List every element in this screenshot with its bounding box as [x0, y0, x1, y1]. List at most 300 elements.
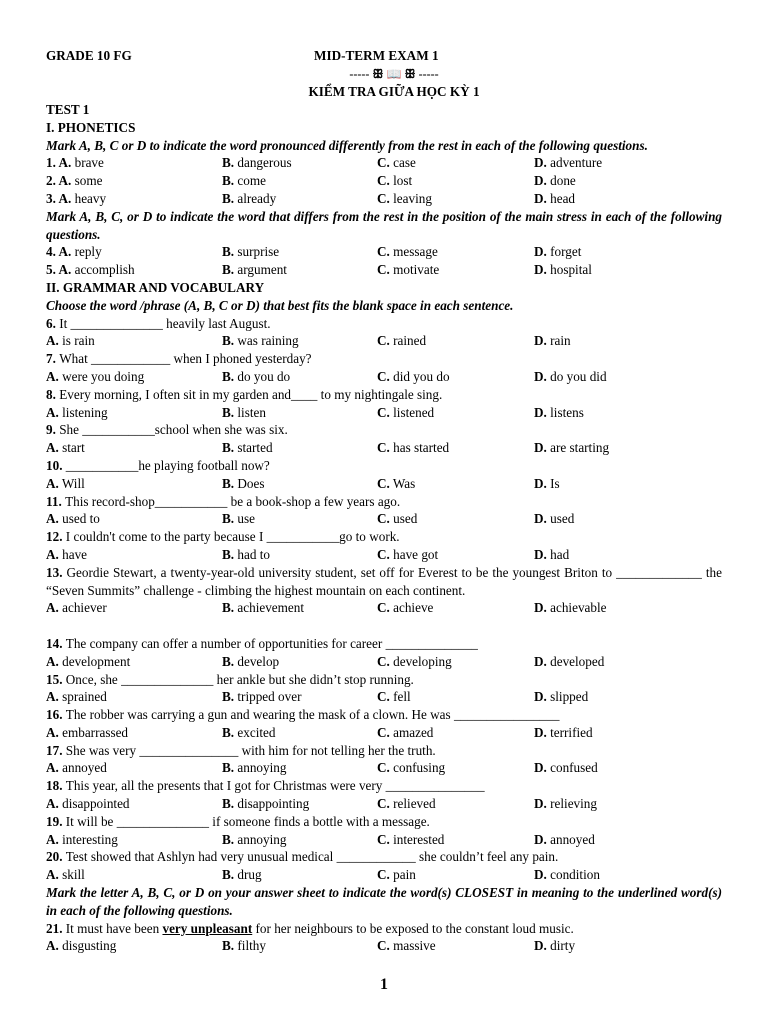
option-text: tripped over — [234, 689, 302, 705]
option-letter: A. — [46, 404, 59, 420]
option-a — [46, 510, 100, 528]
option-letter: B. — [222, 653, 235, 669]
option-d — [534, 404, 584, 422]
option-d — [534, 332, 571, 350]
option-text: listening — [58, 404, 108, 420]
questions-closest — [46, 920, 722, 956]
question-stem — [46, 706, 722, 724]
question-stem — [46, 742, 722, 760]
option-letter: C. — [377, 867, 390, 883]
option-a — [46, 261, 135, 279]
options-row — [46, 546, 722, 564]
option-letter: D. — [534, 368, 547, 384]
option-letter: B. — [222, 831, 235, 847]
option-a — [46, 688, 107, 706]
option-letter: A. — [46, 724, 59, 740]
option-text: developed — [546, 653, 605, 669]
option-d — [534, 937, 575, 955]
option-d — [534, 172, 576, 190]
option-b — [222, 653, 279, 671]
option-letter: B. — [222, 475, 235, 491]
question-number: 8. — [46, 386, 60, 402]
option-letter: A. — [46, 475, 59, 491]
option-text: brave — [71, 155, 104, 171]
options-row — [46, 154, 722, 172]
option-a — [46, 154, 104, 172]
option-text: listened — [389, 404, 435, 420]
option-letter: D. — [534, 724, 547, 740]
option-letter: B. — [222, 724, 235, 740]
option-text: was raining — [234, 333, 299, 349]
option-letter: A. — [46, 546, 59, 562]
option-letter: A. — [46, 760, 59, 776]
option-letter: B. — [222, 938, 235, 954]
option-text: dangerous — [234, 155, 292, 171]
option-a — [46, 404, 108, 422]
option-letter: A. — [58, 262, 72, 278]
option-d — [534, 154, 602, 172]
option-b — [222, 724, 275, 742]
option-letter: D. — [534, 511, 547, 527]
option-letter: B. — [222, 600, 235, 616]
option-letter: B. — [222, 368, 235, 384]
option-a — [46, 439, 85, 457]
option-b — [222, 510, 255, 528]
stem-text: This record-shop___________ be a book-shop a few years ago. — [65, 493, 401, 509]
question-stem — [46, 421, 722, 439]
option-b — [222, 937, 266, 955]
question-stem — [46, 493, 722, 511]
stem-text: Geordie Stewart, a twenty-year-old university student, set off for Everest to be the youngest Briton to _____________ the “Seven Summits” challenge - climbing the highest mountain on each continent. — [46, 564, 723, 598]
option-text: develop — [234, 653, 280, 669]
option-d — [534, 831, 595, 849]
option-letter: D. — [534, 440, 547, 456]
stem-text: She was very _______________ with him for not telling her the truth. — [65, 742, 436, 758]
option-a — [46, 546, 87, 564]
option-text: slipped — [546, 689, 589, 705]
option-c — [377, 724, 433, 742]
option-text: pain — [389, 867, 416, 883]
option-text: skill — [58, 867, 85, 883]
option-letter: B. — [222, 440, 235, 456]
option-text: disappointing — [234, 796, 310, 812]
options-row — [46, 599, 722, 617]
option-c — [377, 795, 436, 813]
option-letter: A. — [58, 155, 72, 171]
option-d — [534, 688, 588, 706]
option-text: relieving — [546, 796, 597, 812]
option-b — [222, 243, 279, 261]
option-c — [377, 243, 438, 261]
option-letter: D. — [534, 404, 547, 420]
option-text: listens — [546, 404, 584, 420]
option-c — [377, 546, 438, 564]
option-a — [46, 759, 107, 777]
option-text: Is — [546, 475, 560, 491]
option-text: achievable — [546, 600, 607, 616]
instruction-pronunciation: Mark A, B, C or D to indicate the word pronounced differently from the rest in each of the following questions. — [46, 137, 648, 153]
option-text: filthy — [234, 938, 266, 954]
option-letter: D. — [534, 155, 547, 171]
options-row — [46, 475, 722, 493]
option-c — [377, 831, 444, 849]
option-text: annoying — [234, 760, 287, 776]
stem-text: It ______________ heavily last August. — [59, 315, 271, 331]
question-stem — [46, 350, 722, 368]
option-text: had to — [234, 546, 270, 562]
option-text: reply — [71, 244, 102, 260]
option-d — [534, 190, 575, 208]
option-d — [534, 759, 598, 777]
option-a — [46, 831, 118, 849]
options-row — [46, 653, 722, 671]
option-letter: B. — [222, 689, 235, 705]
option-letter: B. — [222, 262, 235, 278]
option-letter: D. — [534, 190, 547, 206]
option-b — [222, 172, 266, 190]
option-a — [46, 795, 130, 813]
option-d — [534, 510, 574, 528]
option-letter: C. — [377, 831, 390, 847]
question-stem — [46, 920, 722, 938]
option-c — [377, 404, 434, 422]
question-number: 6. — [46, 315, 60, 331]
option-d — [534, 866, 600, 884]
options-row — [46, 937, 722, 955]
option-text: Will — [58, 475, 85, 491]
option-letter: B. — [222, 796, 235, 812]
stem-text: ___________he playing football now? — [65, 457, 270, 473]
option-b — [222, 599, 304, 617]
option-d — [534, 653, 604, 671]
option-text: hospital — [546, 262, 592, 278]
option-text: have — [58, 546, 88, 562]
option-d — [534, 795, 597, 813]
option-c — [377, 172, 412, 190]
option-letter: B. — [222, 155, 235, 171]
question-number: 7. — [46, 351, 60, 367]
option-text: have got — [389, 546, 439, 562]
option-letter: D. — [534, 546, 547, 562]
option-letter: A. — [58, 244, 72, 260]
option-letter: C. — [377, 796, 390, 812]
option-b — [222, 332, 299, 350]
option-text: annoying — [234, 831, 287, 847]
options-row — [46, 866, 722, 884]
section-phonetics: I. PHONETICS — [46, 119, 136, 135]
instruction-closest: Mark the letter A, B, C, or D on your answer sheet to indicate the word(s) CLOSEST in meaning to the underlined word(s) in each of the following questions. — [46, 885, 722, 918]
option-letter: D. — [534, 689, 547, 705]
option-letter: C. — [377, 404, 390, 420]
option-c — [377, 759, 445, 777]
option-text: already — [234, 190, 277, 206]
option-c — [377, 866, 416, 884]
stem-text: for her neighbours to be exposed to the constant loud music. — [252, 920, 574, 936]
option-text: amazed — [389, 724, 434, 740]
question-number: 18. — [46, 778, 66, 794]
spacer — [46, 617, 722, 635]
option-text: listen — [234, 404, 266, 420]
question-stem — [46, 671, 722, 689]
option-d — [534, 439, 609, 457]
option-text: some — [71, 173, 103, 189]
option-text: used to — [58, 511, 100, 527]
option-d — [534, 599, 607, 617]
option-text: Was — [389, 475, 416, 491]
option-letter: B. — [222, 760, 235, 776]
option-letter: A. — [46, 333, 59, 349]
option-letter: C. — [377, 244, 390, 260]
stem-text: It will be ______________ if someone finds a bottle with a message. — [65, 813, 430, 829]
options-row — [46, 332, 722, 350]
option-text: achiever — [58, 600, 107, 616]
option-text: condition — [546, 867, 600, 883]
option-text: are starting — [546, 440, 610, 456]
option-b — [222, 261, 287, 279]
questions-pronunciation — [46, 154, 722, 207]
option-a — [46, 172, 102, 190]
option-letter: C. — [377, 600, 390, 616]
option-letter: C. — [377, 689, 390, 705]
option-letter: C. — [377, 333, 390, 349]
option-c — [377, 688, 411, 706]
option-c — [377, 439, 449, 457]
option-text: started — [234, 440, 273, 456]
option-text: argument — [234, 262, 287, 278]
option-text: Does — [234, 475, 265, 491]
option-letter: D. — [534, 831, 547, 847]
options-row — [46, 724, 722, 742]
options-row — [46, 190, 722, 208]
option-letter: A. — [46, 867, 59, 883]
exam-page — [46, 48, 722, 955]
option-text: terrified — [546, 724, 593, 740]
option-b — [222, 475, 265, 493]
option-text: message — [389, 244, 438, 260]
subtitle: KIỂM TRA GIỮA HỌC KỲ 1 — [308, 84, 480, 99]
option-d — [534, 724, 593, 742]
option-letter: C. — [377, 173, 390, 189]
option-text: has started — [389, 440, 450, 456]
questions-stress — [46, 243, 722, 279]
options-row — [46, 243, 722, 261]
option-letter: D. — [534, 173, 547, 189]
option-text: head — [546, 190, 576, 206]
option-text: massive — [389, 938, 436, 954]
option-a — [46, 937, 116, 955]
option-letter: A. — [46, 796, 59, 812]
question-number: 2. — [46, 173, 59, 189]
question-number: 9. — [46, 422, 60, 438]
option-text: fell — [389, 689, 411, 705]
option-letter: D. — [534, 760, 547, 776]
question-number: 17. — [46, 742, 66, 758]
options-row — [46, 404, 722, 422]
section-grammar: II. GRAMMAR AND VOCABULARY — [46, 279, 265, 295]
option-text: did you do — [389, 368, 450, 384]
option-letter: A. — [46, 600, 59, 616]
question-number: 16. — [46, 707, 66, 723]
option-letter: C. — [377, 724, 390, 740]
question-stem — [46, 386, 722, 404]
option-text: heavy — [71, 190, 107, 206]
option-c — [377, 510, 417, 528]
question-number: 15. — [46, 671, 66, 687]
option-letter: A. — [46, 653, 59, 669]
option-text: forget — [546, 244, 582, 260]
stem-text: Every morning, I often sit in my garden and____ to my nightingale sing. — [59, 386, 443, 402]
stem-text: It must have been — [65, 920, 163, 936]
option-a — [46, 653, 130, 671]
option-b — [222, 439, 273, 457]
option-c — [377, 261, 439, 279]
option-text: use — [234, 511, 255, 527]
option-b — [222, 759, 286, 777]
option-text: do you did — [546, 368, 607, 384]
option-text: relieved — [389, 796, 436, 812]
option-b — [222, 866, 262, 884]
option-letter: C. — [377, 262, 390, 278]
questions-grammar — [46, 315, 722, 885]
option-letter: D. — [534, 867, 547, 883]
question-number: 19. — [46, 813, 66, 829]
option-letter: C. — [377, 190, 390, 206]
stem-text: I couldn't come to the party because I ___________go to work. — [65, 529, 400, 545]
option-b — [222, 368, 290, 386]
option-c — [377, 154, 416, 172]
option-text: achieve — [389, 600, 434, 616]
option-letter: C. — [377, 653, 390, 669]
option-text: had — [546, 546, 570, 562]
option-d — [534, 546, 569, 564]
option-c — [377, 368, 450, 386]
question-stem — [46, 457, 722, 475]
option-letter: B. — [222, 546, 235, 562]
option-letter: C. — [377, 368, 390, 384]
option-a — [46, 724, 128, 742]
option-text: development — [58, 653, 131, 669]
page-number: 1 — [380, 976, 388, 993]
question-stem — [46, 315, 722, 333]
option-text: start — [58, 440, 85, 456]
option-a — [46, 866, 85, 884]
stem-text: The company can offer a number of opportunities for career ______________ — [65, 635, 478, 651]
option-text: leaving — [389, 190, 432, 206]
option-text: developing — [389, 653, 452, 669]
stem-text: Once, she ______________ her ankle but she didn’t stop running. — [65, 671, 414, 687]
option-letter: B. — [222, 867, 235, 883]
option-text: excited — [234, 724, 276, 740]
option-text: annoyed — [546, 831, 595, 847]
question-number: 11. — [46, 493, 66, 509]
option-text: adventure — [546, 155, 603, 171]
option-text: motivate — [389, 262, 440, 278]
option-letter: B. — [222, 173, 235, 189]
option-d — [534, 261, 592, 279]
question-number: 14. — [46, 635, 66, 651]
option-a — [46, 475, 85, 493]
option-letter: B. — [222, 244, 235, 260]
option-letter: D. — [534, 938, 547, 954]
option-b — [222, 404, 266, 422]
option-b — [222, 154, 292, 172]
question-number: 10. — [46, 457, 66, 473]
option-text: is rain — [58, 333, 95, 349]
option-text: were you doing — [58, 368, 145, 384]
option-text: come — [234, 173, 266, 189]
option-letter: A. — [58, 173, 72, 189]
option-text: used — [389, 511, 418, 527]
option-text: rained — [389, 333, 427, 349]
options-row — [46, 439, 722, 457]
underlined-phrase: very unpleasant — [162, 920, 253, 936]
option-letter: C. — [377, 155, 390, 171]
question-stem — [46, 848, 722, 866]
option-text: sprained — [58, 689, 107, 705]
header — [46, 48, 722, 66]
option-text: accomplish — [71, 262, 135, 278]
option-letter: B. — [222, 190, 235, 206]
stem-text: What ____________ when I phoned yesterday? — [59, 351, 312, 367]
question-stem — [46, 635, 722, 653]
option-letter: D. — [534, 600, 547, 616]
options-row — [46, 795, 722, 813]
question-number: 13. — [46, 564, 67, 580]
option-text: interested — [389, 831, 445, 847]
options-row — [46, 172, 722, 190]
option-text: surprise — [234, 244, 280, 260]
grade-label: GRADE 10 FG — [46, 48, 132, 63]
option-b — [222, 546, 270, 564]
option-text: disgusting — [58, 938, 117, 954]
stem-text: Test showed that Ashlyn had very unusual medical ____________ she couldn’t feel any pain. — [65, 849, 559, 865]
options-row — [46, 368, 722, 386]
option-letter: A. — [46, 689, 59, 705]
stem-text: She ___________school when she was six. — [59, 422, 288, 438]
question-number: 21. — [46, 920, 66, 936]
option-letter: C. — [377, 546, 390, 562]
option-letter: D. — [534, 653, 547, 669]
option-letter: C. — [377, 938, 390, 954]
option-c — [377, 653, 452, 671]
option-letter: D. — [534, 796, 547, 812]
option-c — [377, 937, 436, 955]
question-number: 20. — [46, 849, 66, 865]
question-number: 3. — [46, 190, 59, 206]
option-text: interesting — [58, 831, 118, 847]
option-letter: B. — [222, 404, 235, 420]
option-text: dirty — [546, 938, 576, 954]
question-number: 1. — [46, 155, 59, 171]
question-stem — [46, 777, 722, 795]
question-stem — [46, 564, 722, 600]
option-letter: D. — [534, 244, 547, 260]
option-text: annoyed — [58, 760, 107, 776]
option-a — [46, 599, 107, 617]
option-letter: A. — [46, 368, 59, 384]
option-b — [222, 831, 286, 849]
option-a — [46, 332, 95, 350]
option-a — [46, 190, 106, 208]
option-text: do you do — [234, 368, 291, 384]
option-text: lost — [389, 173, 413, 189]
option-c — [377, 475, 415, 493]
option-letter: B. — [222, 511, 235, 527]
option-a — [46, 243, 102, 261]
option-letter: D. — [534, 333, 547, 349]
option-text: done — [546, 173, 576, 189]
option-d — [534, 475, 560, 493]
